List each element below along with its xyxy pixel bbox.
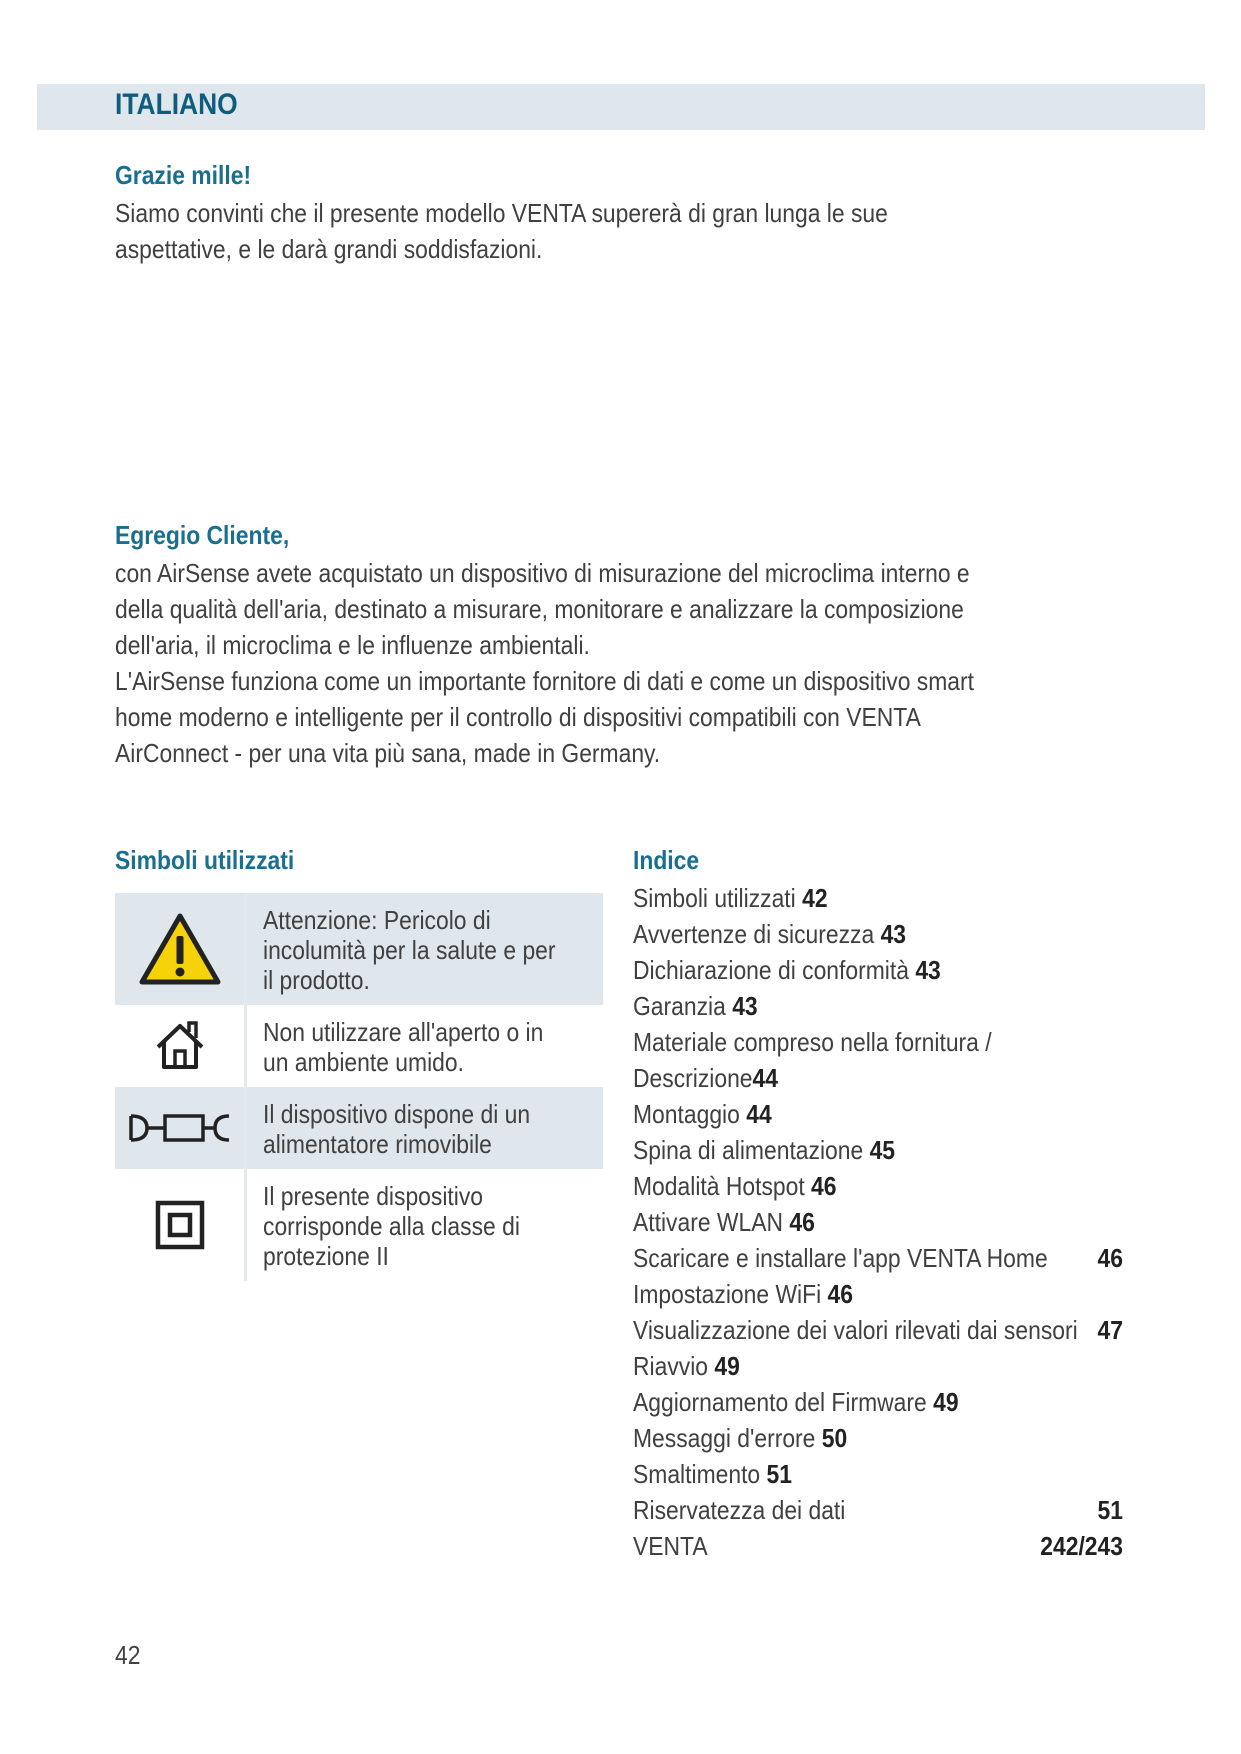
symbol-description: Il dispositivo dispone di un alimentatore rimovibile	[244, 1087, 603, 1169]
symbol-description: Attenzione: Pericolo di incolumità per la salute e per il prodotto.	[244, 893, 603, 1005]
index-entry[interactable]: Impostazione WiFi 46	[633, 1279, 853, 1309]
customer-paragraph	[115, 555, 995, 771]
symbol-description: Non utilizzare all'aperto o in un ambiente umido.	[244, 1005, 603, 1087]
index-entry[interactable]: Simboli utilizzati 42	[633, 883, 828, 913]
page-number: 42	[115, 1640, 141, 1670]
thanks-heading: Grazie mille!	[115, 160, 252, 190]
customer-text-2: L'AirSense funziona come un importante fornitore di dati e come un dispositivo smart home moderno e intelligente per il controllo di dispositivi compatibili con VENTA AirConnect - per una vita più sana, made in Germany.	[115, 666, 975, 768]
index-entry[interactable]: Scaricare e installare l'app VENTA Home 46	[633, 1243, 1123, 1273]
index-entry[interactable]: Modalità Hotspot 46	[633, 1171, 837, 1201]
index-entry[interactable]: Smaltimento 51	[633, 1459, 792, 1489]
symbol-row	[115, 1005, 603, 1087]
index-entry[interactable]: Dichiarazione di conformità 43	[633, 955, 941, 985]
indoor-house-icon	[115, 1005, 244, 1087]
protection-class-ii-icon	[115, 1169, 244, 1281]
index-entry[interactable]: Messaggi d'errore 50	[633, 1423, 848, 1453]
index-entry[interactable]: Materiale compreso nella fornitura /	[633, 1027, 992, 1057]
index-entry[interactable]: Avvertenze di sicurezza 43	[633, 919, 907, 949]
symbol-row	[115, 893, 603, 1005]
symbols-heading: Simboli utilizzati	[115, 845, 295, 875]
index-entry[interactable]: VENTA 242/243	[633, 1531, 1123, 1561]
index-entry[interactable]: Aggiornamento del Firmware 49	[633, 1387, 959, 1417]
customer-heading: Egregio Cliente,	[115, 520, 290, 550]
symbol-description: Il presente dispositivo corrisponde alla classe di protezione II	[244, 1169, 603, 1281]
removable-power-supply-icon	[115, 1087, 244, 1169]
index-entry[interactable]: Descrizione44	[633, 1063, 778, 1093]
index-list	[633, 880, 1123, 1564]
index-entry[interactable]: Garanzia 43	[633, 991, 758, 1021]
index-entry[interactable]: Riavvio 49	[633, 1351, 740, 1381]
symbols-table	[115, 893, 603, 1281]
thanks-paragraph	[115, 195, 995, 267]
customer-text-1: con AirSense avete acquistato un dispositivo di misurazione del microclima interno e della qualità dell'aria, destinato a misurare, monitorare e analizzare la composizione dell'aria, il microclima e le influenze ambientali.	[115, 558, 970, 660]
page-language-title: ITALIANO	[115, 88, 238, 121]
symbol-row	[115, 1169, 603, 1281]
index-entry[interactable]: Riservatezza dei dati 51	[633, 1495, 1123, 1525]
thanks-text: Siamo convinti che il presente modello VENTA supererà di gran lunga le sue aspettative, e le darà grandi soddisfazioni.	[115, 198, 888, 264]
symbol-row	[115, 1087, 603, 1169]
index-heading: Indice	[633, 845, 700, 875]
warning-triangle-icon	[115, 893, 244, 1005]
index-entry[interactable]: Spina di alimentazione 45	[633, 1135, 896, 1165]
index-entry[interactable]: Attivare WLAN 46	[633, 1207, 815, 1237]
index-entry[interactable]: Montaggio 44	[633, 1099, 772, 1129]
index-entry[interactable]: Visualizzazione dei valori rilevati dai sensori 47	[633, 1315, 1123, 1345]
